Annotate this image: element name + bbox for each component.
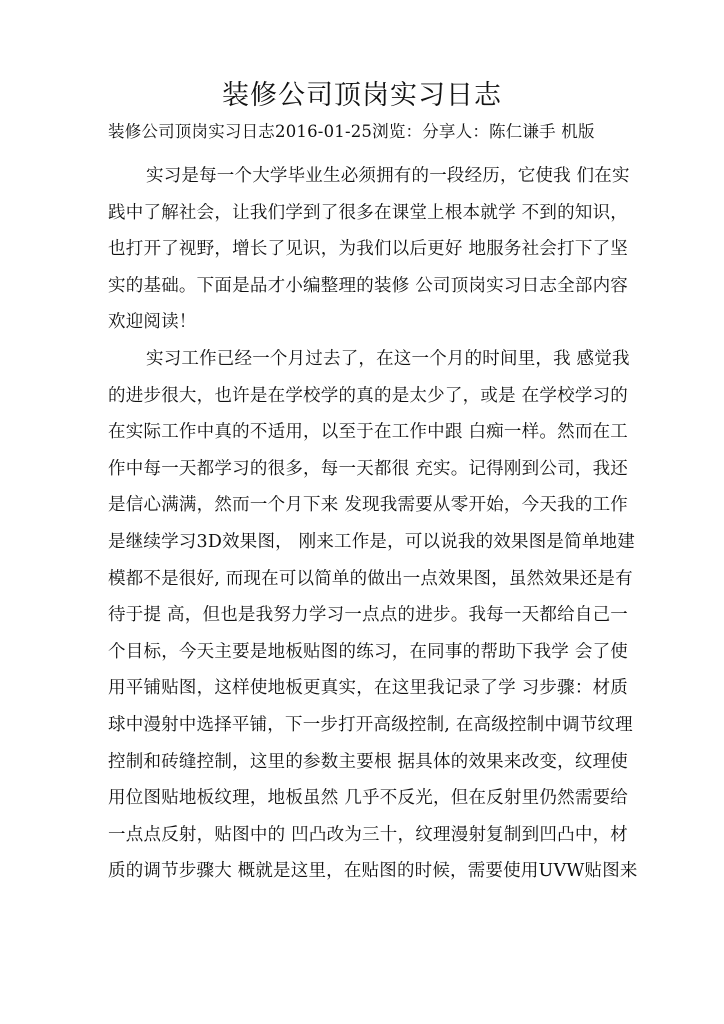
text-line: 质的调节步骤大 概就是这里，在贴图的时候，需要使用UVW贴图来 <box>108 861 638 882</box>
text-line: 欢迎阅读！ <box>108 312 197 333</box>
text-line: 个目标，今天主要是地板贴图的练习，在同事的帮助下我学 会了使 <box>108 641 628 662</box>
text-line: 在实际工作中真的不适用，以至于在工作中跟 白痴一样。然而在工 <box>108 422 628 443</box>
document-meta-line: 装修公司顶岗实习日志2016-01-25浏览：分享人：陈仁谦手 机版 <box>108 122 595 141</box>
text-line: 用平铺贴图，这样使地板更真实，在这里我记录了学 习步骤：材质 <box>108 678 628 699</box>
text-line: 模都不是很好, 而现在可以简单的做出一点效果图，虽然效果还是有 <box>108 568 633 589</box>
paragraph-intro <box>108 158 628 341</box>
text-line: 是信心满满，然而一个月下来 发现我需要从零开始，今天我的工作 <box>108 495 628 516</box>
text-line: 待于提 高，但也是我努力学习一点点的进步。我每一天都给自己一 <box>108 605 628 626</box>
text-line: 球中漫射中选择平铺，下一步打开高级控制, 在高级控制中调节纹理 <box>108 714 633 735</box>
text-line: 实习工作已经一个月过去了，在这一个月的时间里，我 感觉我 <box>146 348 630 369</box>
text-line: 实的基础。下面是品才小编整理的装修 公司顶岗实习日志全部内容 <box>108 275 628 296</box>
text-line: 一点点反射，贴图中的 凹凸改为三十，纹理漫射复制到凹凸中，材 <box>108 824 628 845</box>
text-line: 是继续学习3D效果图， 刚来工作是，可以说我的效果图是简单地建 <box>108 531 635 552</box>
text-line: 作中每一天都学习的很多，每一天都很 充实。记得刚到公司，我还 <box>108 458 628 479</box>
document-title: 装修公司顶岗实习日志 <box>222 80 502 111</box>
text-line: 也打开了视野，增长了见识，为我们以后更好 地服务社会打下了坚 <box>108 239 628 260</box>
text-line: 践中了解社会，让我们学到了很多在课堂上根本就学 不到的知识， <box>108 202 628 223</box>
paragraph-work-log <box>108 341 638 890</box>
text-line: 用位图贴地板纹理，地板虽然 几乎不反光，但在反射里仍然需要给 <box>108 788 628 809</box>
text-line: 控制和砖缝控制，这里的参数主要根 据具体的效果来改变，纹理使 <box>108 751 628 772</box>
document-body <box>108 158 638 890</box>
text-line: 的进步很大，也许是在学校学的真的是太少了，或是 在学校学习的 <box>108 385 628 406</box>
text-line: 实习是每一个大学毕业生必须拥有的一段经历，它使我 们在实 <box>146 166 630 186</box>
